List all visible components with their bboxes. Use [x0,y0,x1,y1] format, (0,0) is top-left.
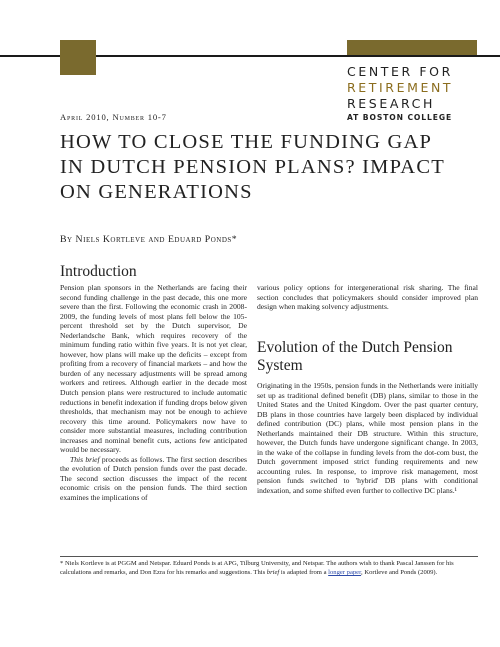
header-accent-block [347,40,477,55]
header-rule-right [96,55,500,57]
intro-paragraph-2-text: proceeds as follows. The first section describes the evolution of Dutch pension funds over the past decade. The second section discusses the impact of the recent economic crisis on the pension funds. The third section examines the implications of [60,454,247,503]
header-accent-square [60,40,96,75]
brief-emphasis: This brief [70,454,100,464]
logo-line-center: CENTER FOR [347,64,453,79]
intro-paragraph-2 [60,455,247,503]
heading-evolution: Evolution of the Dutch Pension System [257,339,453,374]
logo-line-retirement: RETIREMENT [347,80,454,95]
right-column-continuation [257,283,478,312]
title-line-2: IN DUTCH PENSION PLANS? IMPACT [60,156,445,178]
issue-date: April 2010, Number 10-7 [60,112,167,122]
longer-paper-link[interactable]: longer paper [328,569,362,576]
title-line-3: ON GENERATIONS [60,181,253,203]
footnote-text-1: * Niels Kortleve is at PGGM and Netspar. Eduard Ponds is at APG, Tilburg University, and Netspar. The authors wish to thank Pascal Janssen for his calculations and remarks, and Don Ezra for his remarks and suggestions. This [60,560,454,576]
intro-paragraph-1: Pension plan sponsors in the Netherlands are facing their second funding challenge in the past decade, this one more severe than the first. Following the economic crash in 2008-2009, the funding levels of most plans fell below the 105-percent threshold set by the Dutch supervisor, De Nederlandsche Bank, which requires recovery of the minimum funding ratio within five years. It is not yet clear, however, how plans will make up the deficits – except from profiting from a recovery of financial markets – and how the burden of any necessary adjustments will be spread among workers and retirees. Although earlier in the decade most Dutch pension plans were restructured to include automatic reductions in benefit indexation if funding drops below given thresholds, that mechanism may not be enough to achieve recovery this time around. Policymakers now have to consider more substantial measures, including contribution increases and nominal benefit cuts, actions few anticipated would be necessary. [60,283,247,455]
left-column [60,283,247,503]
page-title [60,130,480,205]
footnote-text-3: , Kortleve and Ponds (2009). [361,569,438,576]
footnote [60,559,478,577]
header-rule-left [0,55,60,57]
author-byline: By Niels Kortleve and Eduard Ponds* [60,234,238,245]
heading-introduction: Introduction [60,263,137,280]
footnote-text-2: is adapted from a [279,569,329,576]
footnote-brief: brief [266,569,280,576]
logo-line-institution: AT BOSTON COLLEGE [347,113,453,122]
evolution-paragraph-1: Originating in the 1950s, pension funds in the Netherlands were initially set up as traditional defined benefit (DB) plans, similar to those in the United States and the United Kingdom. Over the past quarter century, DB plans in those countries have largely been displaced by individual defined contribution (DC) plans, while most pension plans in the Netherlands maintained their DB structure. Within this structure, however, the Dutch funds have undergone significant change. In 2003, in the wake of the collapse in funding levels from the dot-com bust, the Dutch government imposed strict funding requirements and new accounting rules. In response, to improve risk management, most pension funds switched to 'hybrid' DB plans with conditional indexation, and some shifted even further to collective DC plans.¹ [257,381,478,496]
title-line-1: HOW TO CLOSE THE FUNDING GAP [60,131,433,153]
right-column-evolution [257,381,478,496]
footnote-rule [60,556,478,557]
intro-continuation: various policy options for intergenerational risk sharing. The final section concludes that policymakers should consider improved plan design when making solvency adjustments. [257,283,478,312]
logo-line-research: RESEARCH [347,96,435,111]
center-logo [347,64,497,123]
